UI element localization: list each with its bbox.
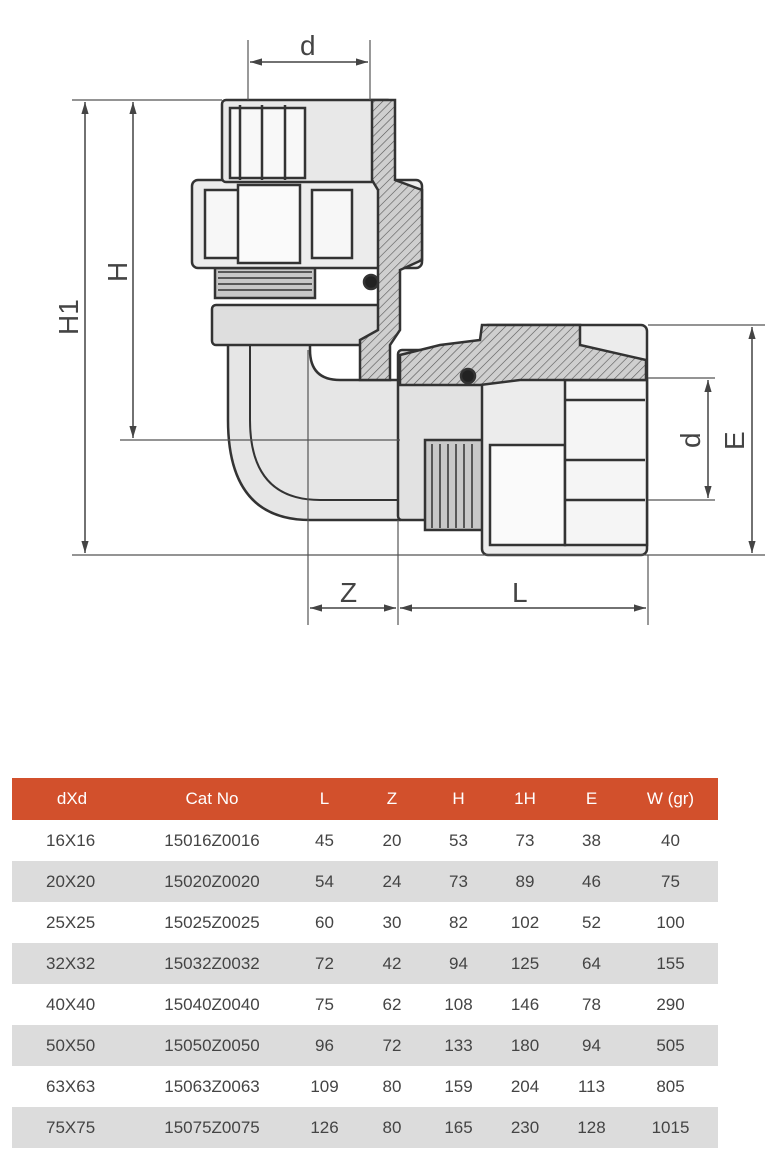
cell-e: 38 bbox=[582, 830, 601, 850]
cell-e: 52 bbox=[582, 912, 601, 932]
table-row bbox=[12, 820, 718, 861]
label-e: E bbox=[719, 431, 750, 450]
cell-z: 72 bbox=[357, 1025, 427, 1066]
cell-e: 113 bbox=[577, 1076, 606, 1096]
cell-weight: 75 bbox=[623, 861, 718, 902]
cell-e: 46 bbox=[560, 861, 623, 902]
cell-z: 62 bbox=[382, 994, 402, 1014]
label-h1: H1 bbox=[53, 299, 84, 335]
cell-dxd: 75X75 bbox=[12, 1107, 132, 1148]
cell-e: 128 bbox=[560, 1107, 623, 1148]
cell-cat-no: 15050Z0050 bbox=[132, 1025, 292, 1066]
cell-z: 30 bbox=[382, 912, 402, 932]
label-h: H bbox=[102, 261, 133, 282]
cell-weight: 505 bbox=[623, 1025, 718, 1066]
cell-cat-no: 15040Z0040 bbox=[164, 994, 260, 1014]
header-weight: W (gr) bbox=[623, 778, 718, 820]
cell-l: 109 bbox=[310, 1076, 339, 1096]
cell-h: 108 bbox=[444, 994, 473, 1014]
cell-z: 80 bbox=[357, 1107, 427, 1148]
cell-weight: 1015 bbox=[623, 1107, 718, 1148]
cell-l: 60 bbox=[315, 912, 334, 932]
cell-h: 73 bbox=[427, 861, 490, 902]
cell-weight: 100 bbox=[656, 912, 685, 932]
cell-l: 45 bbox=[315, 830, 334, 850]
cell-l: 72 bbox=[292, 943, 357, 984]
cell-h: 82 bbox=[449, 912, 468, 932]
extension-lines bbox=[72, 40, 765, 625]
table-row bbox=[12, 1107, 718, 1148]
cell-1h: 180 bbox=[490, 1025, 560, 1066]
cell-h: 165 bbox=[427, 1107, 490, 1148]
cell-1h: 102 bbox=[510, 912, 540, 932]
cell-1h: 146 bbox=[510, 994, 540, 1014]
cell-weight: 805 bbox=[656, 1076, 685, 1096]
cell-l: 54 bbox=[292, 861, 357, 902]
cell-h: 159 bbox=[444, 1076, 473, 1096]
cell-dxd: 32X32 bbox=[12, 943, 132, 984]
table-header-row bbox=[12, 778, 718, 820]
cell-z: 24 bbox=[357, 861, 427, 902]
cell-dxd: 20X20 bbox=[12, 861, 132, 902]
cell-weight: 155 bbox=[623, 943, 718, 984]
label-l: L bbox=[512, 577, 528, 608]
table-row bbox=[12, 861, 718, 902]
cell-e: 94 bbox=[560, 1025, 623, 1066]
cell-cat-no: 15016Z0016 bbox=[164, 830, 260, 850]
cell-weight: 40 bbox=[661, 830, 680, 850]
cell-l: 96 bbox=[292, 1025, 357, 1066]
fitting-body bbox=[192, 100, 647, 555]
header-z: Z bbox=[357, 778, 427, 820]
header-cat-no: Cat No bbox=[132, 778, 292, 820]
cell-e: 78 bbox=[582, 994, 601, 1014]
cell-dxd: 25X25 bbox=[46, 912, 96, 932]
header-l: L bbox=[292, 778, 357, 820]
cell-1h: 125 bbox=[490, 943, 560, 984]
cell-dxd: 63X63 bbox=[46, 1076, 96, 1096]
cell-cat-no: 15063Z0063 bbox=[164, 1076, 260, 1096]
cell-cat-no: 15020Z0020 bbox=[132, 861, 292, 902]
header-h: H bbox=[427, 778, 490, 820]
cell-1h: 204 bbox=[510, 1076, 540, 1096]
cell-z: 42 bbox=[357, 943, 427, 984]
spec-table bbox=[12, 778, 718, 1148]
cell-dxd: 50X50 bbox=[12, 1025, 132, 1066]
cell-dxd: 16X16 bbox=[46, 830, 96, 850]
table-row bbox=[12, 984, 718, 1025]
table-row bbox=[12, 1025, 718, 1066]
label-z: Z bbox=[340, 577, 358, 608]
table-row bbox=[12, 902, 718, 943]
cell-weight: 290 bbox=[656, 994, 685, 1014]
table-row bbox=[12, 943, 718, 984]
cell-h: 133 bbox=[427, 1025, 490, 1066]
cell-e: 64 bbox=[560, 943, 623, 984]
label-d-top: d bbox=[300, 30, 316, 61]
cell-h: 94 bbox=[427, 943, 490, 984]
cell-dxd: 40X40 bbox=[46, 994, 96, 1014]
cell-l: 126 bbox=[292, 1107, 357, 1148]
cell-cat-no: 15032Z0032 bbox=[132, 943, 292, 984]
cell-1h: 230 bbox=[490, 1107, 560, 1148]
table-row bbox=[12, 1066, 718, 1107]
header-dxd: dXd bbox=[12, 778, 132, 820]
cell-z: 80 bbox=[382, 1076, 402, 1096]
cell-1h: 89 bbox=[490, 861, 560, 902]
label-d-right: d bbox=[675, 432, 706, 448]
cell-l: 75 bbox=[315, 994, 334, 1014]
cell-cat-no: 15075Z0075 bbox=[132, 1107, 292, 1148]
cell-h: 53 bbox=[449, 830, 468, 850]
header-1h: 1H bbox=[490, 778, 560, 820]
cell-z: 20 bbox=[382, 830, 402, 850]
dimension-arrows bbox=[85, 62, 752, 608]
cell-cat-no: 15025Z0025 bbox=[164, 912, 260, 932]
cell-1h: 73 bbox=[515, 830, 535, 850]
header-e: E bbox=[560, 778, 623, 820]
